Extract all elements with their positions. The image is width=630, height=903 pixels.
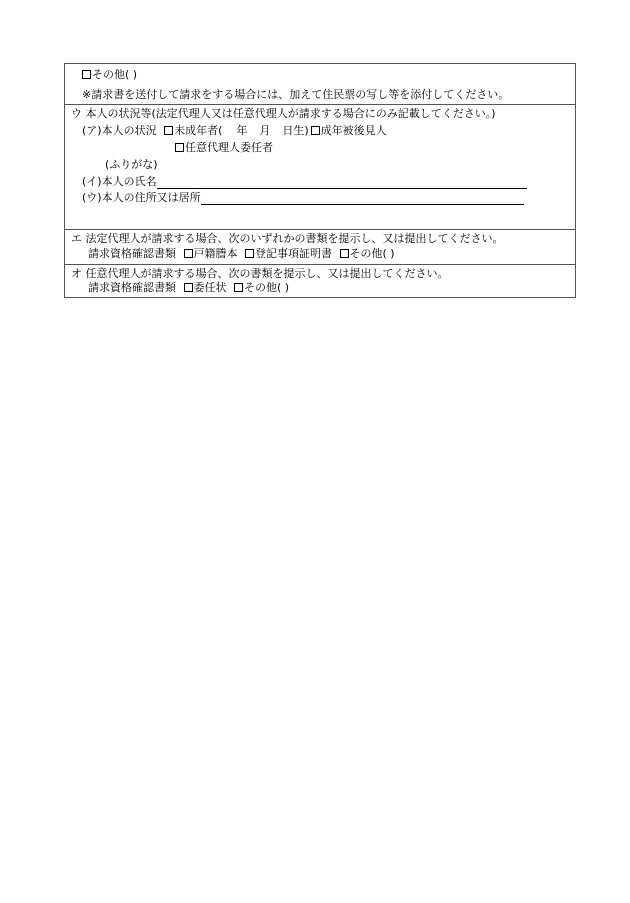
mail-note: ※請求書を送付して請求をする場合には、加えて住民票の写し等を添付してください。 bbox=[82, 88, 510, 101]
voluntary-doc-label: 請求資格確認書類 bbox=[88, 281, 176, 294]
voluntary-other-label: その他( ) bbox=[244, 281, 290, 294]
name-field[interactable] bbox=[157, 176, 527, 189]
address-row bbox=[82, 191, 524, 205]
other-doc-row bbox=[82, 68, 137, 82]
legal-agent-heading: エ 法定代理人が請求する場合、次のいずれかの書類を提示し、又は提出してください。 bbox=[71, 232, 504, 245]
year-label: 年 bbox=[236, 124, 248, 137]
koseki-checkbox[interactable] bbox=[184, 249, 193, 258]
other-doc-label: その他( ) bbox=[92, 68, 138, 81]
minor-label: 未成年者( bbox=[174, 124, 223, 137]
status-row bbox=[82, 124, 387, 138]
delegator-row bbox=[175, 141, 273, 155]
proxy-label: 委任状 bbox=[193, 281, 227, 294]
registry-label: 登記事項証明書 bbox=[255, 247, 332, 260]
legal-other-checkbox[interactable] bbox=[340, 249, 349, 258]
delegator-label: 任意代理人委任者 bbox=[185, 141, 273, 154]
adult-ward-label: 成年被後見人 bbox=[320, 124, 387, 137]
section-principal-status bbox=[65, 105, 575, 230]
adult-ward-checkbox[interactable] bbox=[311, 126, 320, 135]
name-row bbox=[82, 175, 527, 189]
legal-doc-label: 請求資格確認書類 bbox=[88, 247, 176, 260]
legal-other-label: その他( ) bbox=[349, 247, 395, 260]
section-legal-agent bbox=[65, 230, 575, 265]
section-voluntary-agent bbox=[65, 265, 575, 297]
address-label: (ウ)本人の住所又は居所 bbox=[82, 191, 201, 204]
legal-agent-docs-row bbox=[88, 247, 395, 261]
address-field[interactable] bbox=[201, 192, 524, 205]
status-label: (ア)本人の状況 bbox=[82, 124, 157, 137]
month-label: 月 bbox=[259, 124, 271, 137]
principal-status-heading: ウ 本人の状況等(法定代理人又は任意代理人が請求する場合にのみ記載してください。) bbox=[71, 107, 496, 120]
voluntary-other-checkbox[interactable] bbox=[234, 283, 243, 292]
proxy-checkbox[interactable] bbox=[184, 283, 193, 292]
minor-checkbox[interactable] bbox=[164, 126, 173, 135]
birth-label: 日生) bbox=[282, 124, 309, 137]
name-label: (イ)本人の氏名 bbox=[82, 175, 157, 188]
voluntary-agent-docs-row bbox=[88, 281, 289, 295]
voluntary-agent-heading: オ 任意代理人が請求する場合、次の書類を提示し、又は提出してください。 bbox=[71, 267, 449, 280]
other-doc-checkbox[interactable] bbox=[82, 70, 91, 79]
furigana-label: (ふりがな) bbox=[105, 158, 158, 171]
section-other-docs bbox=[65, 64, 575, 105]
request-form-box bbox=[64, 63, 576, 298]
registry-checkbox[interactable] bbox=[245, 249, 254, 258]
delegator-checkbox[interactable] bbox=[175, 143, 184, 152]
koseki-label: 戸籍謄本 bbox=[193, 247, 238, 260]
